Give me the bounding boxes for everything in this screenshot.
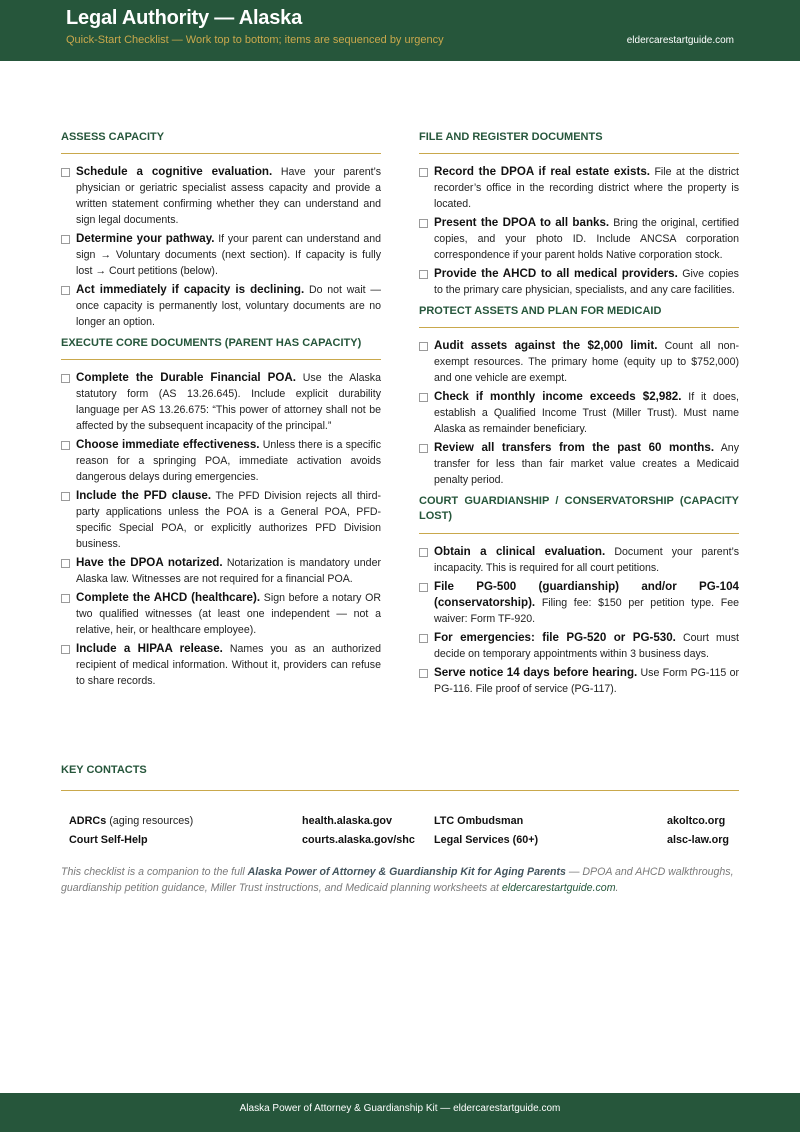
item-lead: Complete the Durable Financial POA. <box>76 371 297 384</box>
section-heading: PROTECT ASSETS AND PLAN FOR MEDICAID <box>419 304 739 328</box>
item-text: Bring the original, certified copies, and your photo ID. Include ANCSA corporation correspondence if your parent holds Native corporation stock. <box>434 217 740 261</box>
checkbox[interactable] <box>419 342 428 351</box>
page-title: Legal Authority — Alaska <box>66 7 302 29</box>
item-text: Use Form PG-115 or PG-116. File proof of service (PG-117). <box>434 667 740 695</box>
checklist-item <box>61 590 381 638</box>
checkbox[interactable] <box>419 219 428 228</box>
item-text: Filing fee: $150 per petition type. Fee waiver: Form TF-920. <box>434 597 739 625</box>
checkbox[interactable] <box>61 168 70 177</box>
checkbox[interactable] <box>419 270 428 279</box>
item-lead: Determine your pathway. <box>76 232 215 245</box>
contact-name: Court Self-Help <box>69 834 148 846</box>
checklist-item <box>61 164 381 228</box>
checklist-item <box>419 579 739 627</box>
checklist-item <box>419 665 739 697</box>
contact-link[interactable]: akoltco.org <box>667 815 726 827</box>
item-text: Have your parent’s physician or geriatric specialist assess capacity and provide a written statement confirming whether they can understand and sign legal documents. <box>76 166 381 226</box>
left-column <box>61 130 381 695</box>
contact-row <box>69 815 733 834</box>
checkbox[interactable] <box>61 645 70 654</box>
checklist-item <box>61 641 381 689</box>
checklist-item <box>419 266 739 298</box>
contact-link[interactable]: health.alaska.gov <box>302 815 393 827</box>
checklist-item <box>419 338 739 386</box>
checkbox[interactable] <box>61 286 70 295</box>
item-text: Court must decide on temporary appointments within 3 business days. <box>434 632 739 660</box>
page-footer <box>0 1093 800 1132</box>
item-text: Count all non-exempt resources. The primary home (equity up to $752,000) and one vehicle are exempt. <box>434 340 739 384</box>
checklist-item <box>419 215 739 263</box>
item-lead: Have the DPOA notarized. <box>76 556 223 569</box>
item-lead: Choose immediate effectiveness. <box>76 438 260 451</box>
checklist-item <box>61 282 381 330</box>
kit-title: Alaska Power of Attorney & Guardianship Kit for Aging Parents <box>247 866 566 878</box>
checkbox[interactable] <box>419 444 428 453</box>
checklist-item <box>419 440 739 488</box>
footer-text: Alaska Power of Attorney & Guardianship Kit — eldercarestartguide.com <box>239 1103 561 1114</box>
item-lead: Present the DPOA to all banks. <box>434 216 610 229</box>
note-text: — DPOA and AHCD walkthroughs, guardianship petition guidance, Miller Trust instructions, and Medicaid planning worksheets at <box>61 866 734 894</box>
item-lead: Provide the AHCD to all medical providers. <box>434 267 678 280</box>
contact-name: LTC Ombudsman <box>434 815 524 827</box>
item-text: Sign before a notary OR two qualified witnesses (at least one independent — not a relative, heir, or healthcare employee). <box>76 592 381 636</box>
checklist-item <box>61 437 381 485</box>
item-text: Use the Alaska statutory form (AS 13.26.645). Include explicit durability language per AS 13.26.675: “This power of attorney shall not be affected by the subsequent incapacity of the principal.” <box>76 372 381 432</box>
item-text: Give copies to the primary care physician, specialists, and any care facilities. <box>434 268 739 296</box>
key-contacts-heading: KEY CONTACTS <box>61 764 739 791</box>
item-text: If your parent can understand and sign → Voluntary documents (next section). If capacity is fully lost → Court petitions (below). <box>76 233 382 277</box>
contact-row <box>69 834 733 853</box>
checkbox[interactable] <box>61 441 70 450</box>
item-lead: Include the PFD clause. <box>76 489 212 502</box>
note-text: . <box>615 882 619 894</box>
checkbox[interactable] <box>419 583 428 592</box>
section-heading: COURT GUARDIANSHIP / CONSERVATORSHIP (CAPACITY LOST) <box>419 494 739 534</box>
item-text: Any transfer for less than fair market value creates a Medicaid penalty period. <box>434 442 739 486</box>
item-text: File at the district recorder’s office in the recording district where the property is located. <box>434 166 739 210</box>
item-lead: File PG-500 (guardianship) and/or PG-104 (conservatorship). <box>434 580 739 609</box>
item-text: If it does, establish a Qualified Income Trust (Miller Trust). Must name Alaska as remainder beneficiary. <box>434 391 739 435</box>
contact-name: ADRCs (aging resources) <box>69 815 194 827</box>
page-subtitle: Quick-Start Checklist — Work top to bottom; items are sequenced by urgency <box>66 34 444 46</box>
checklist-item <box>61 488 381 552</box>
checklist-item <box>419 630 739 662</box>
item-lead: Serve notice 14 days before hearing. <box>434 666 638 679</box>
checklist <box>419 164 739 298</box>
page-header <box>0 0 800 61</box>
right-column <box>419 130 739 703</box>
checkbox[interactable] <box>61 559 70 568</box>
note-text: This checklist is a companion to the full <box>61 866 248 878</box>
checklist <box>61 164 381 330</box>
checkbox[interactable] <box>419 393 428 402</box>
header-site-link[interactable]: eldercarestartguide.com <box>626 35 734 46</box>
checklist-item <box>419 544 739 576</box>
checklist <box>61 370 381 689</box>
checkbox[interactable] <box>61 492 70 501</box>
checklist <box>419 338 739 488</box>
item-text: The PFD Division rejects all third-party applications unless the POA is a General POA, PFD-specific Special POA, or explicitly authorizes PFD Division business. <box>76 490 381 550</box>
checkbox[interactable] <box>419 634 428 643</box>
checkbox[interactable] <box>61 374 70 383</box>
companion-note <box>61 864 741 896</box>
contact-link[interactable]: alsc-law.org <box>667 834 730 846</box>
note-link[interactable]: eldercarestartguide.com <box>501 882 616 894</box>
key-contacts-table <box>69 815 733 853</box>
section-heading: EXECUTE CORE DOCUMENTS (PARENT HAS CAPACITY) <box>61 336 381 360</box>
checkbox[interactable] <box>419 168 428 177</box>
item-lead: Review all transfers from the past 60 months. <box>434 441 715 454</box>
item-text: Do not wait — once capacity is permanently lost, voluntary documents are no longer an option. <box>76 284 381 328</box>
checklist-item <box>61 555 381 587</box>
item-lead: Act immediately if capacity is declining. <box>76 283 305 296</box>
checklist-item <box>61 231 381 279</box>
checkbox[interactable] <box>61 594 70 603</box>
contact-name: Legal Services (60+) <box>434 834 539 846</box>
checklist-item <box>419 164 739 212</box>
item-text: Names you as an authorized recipient of medical information. Without it, providers can refuse to share records. <box>76 643 382 687</box>
checklist-item <box>61 370 381 434</box>
checklist <box>419 544 739 697</box>
section-heading: ASSESS CAPACITY <box>61 130 381 154</box>
item-lead: Schedule a cognitive evaluation. <box>76 165 273 178</box>
checkbox[interactable] <box>419 548 428 557</box>
item-lead: Complete the AHCD (healthcare). <box>76 591 261 604</box>
contact-link[interactable]: courts.alaska.gov/shc <box>302 834 415 846</box>
item-lead: Audit assets against the $2,000 limit. <box>434 339 658 352</box>
item-lead: For emergencies: file PG-520 or PG-530. <box>434 631 676 644</box>
item-lead: Check if monthly income exceeds $2,982. <box>434 390 682 403</box>
item-lead: Obtain a clinical evaluation. <box>434 545 606 558</box>
item-text: Notarization is mandatory under Alaska law. Witnesses are not required for a financial POA. <box>76 557 381 585</box>
item-lead: Include a HIPAA release. <box>76 642 223 655</box>
item-text: Unless there is a specific reason for a springing POA, immediate activation avoids dangerous delays during emergencies. <box>76 439 381 483</box>
item-text: Document your parent’s incapacity. This is required for all court petitions. <box>434 546 739 574</box>
checklist-item <box>419 389 739 437</box>
checkbox[interactable] <box>61 235 70 244</box>
checkbox[interactable] <box>419 669 428 678</box>
section-heading: FILE AND REGISTER DOCUMENTS <box>419 130 739 154</box>
item-lead: Record the DPOA if real estate exists. <box>434 165 650 178</box>
